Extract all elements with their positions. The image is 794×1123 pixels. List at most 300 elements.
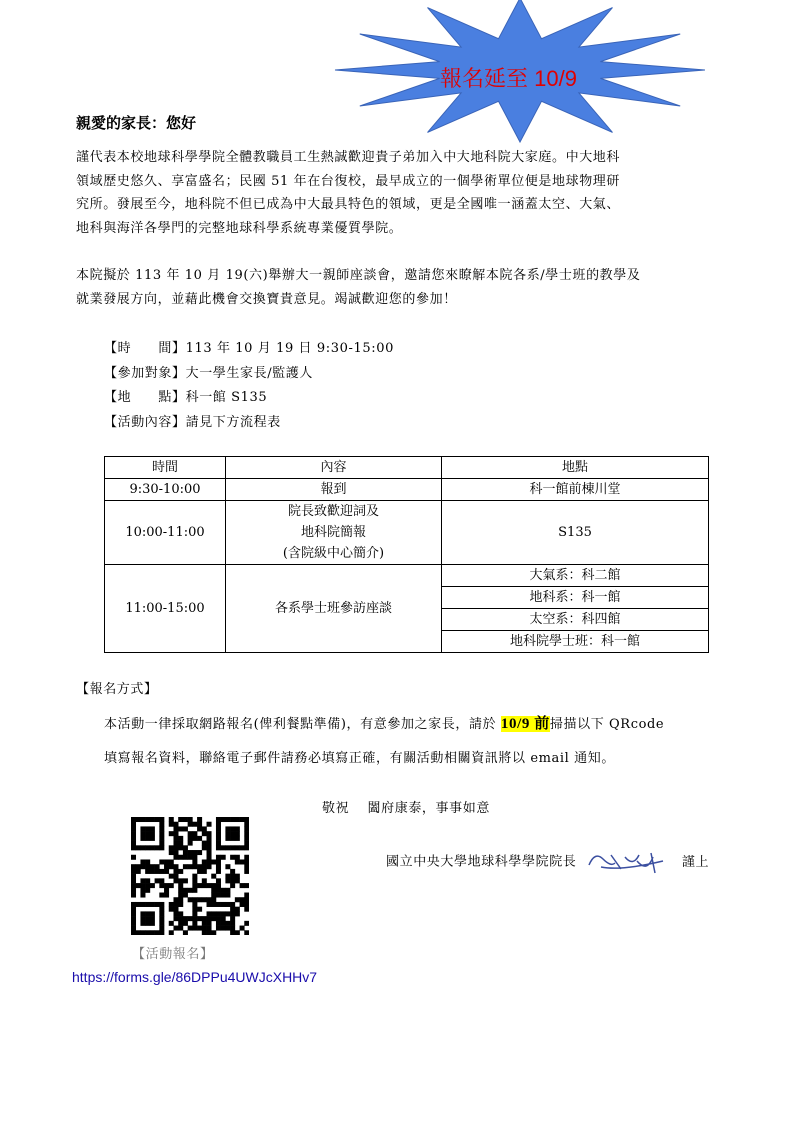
qr-module [211,859,216,864]
info-content: 【活動內容】請見下方流程表 [104,414,281,430]
qr-module [159,930,164,935]
header-place: 地點 [442,457,709,479]
qr-module [202,826,207,831]
qr-module [150,817,155,822]
qr-module [131,888,136,893]
qr-module [145,845,150,850]
qr-module [225,864,230,869]
qr-module [207,926,212,931]
qr-module [140,831,145,836]
qr-module [235,826,240,831]
qr-module [216,893,221,898]
qr-module [155,930,160,935]
text-line: 本院擬於 113 年 10 月 19(六)舉辦大一親師座談會，邀請您來瞭解本院各系/學士班的教學及 [76,268,641,283]
cell-place: 地科院學士班：科一館 [442,631,709,653]
qr-module [183,930,188,935]
qr-module [164,888,169,893]
qr-module [225,817,230,822]
qr-module [240,902,245,907]
banner-text: 報名延至 10/9 [440,66,577,91]
handwritten-signature [581,847,671,877]
qr-module [155,902,160,907]
qr-module [169,921,174,926]
qr-module [150,845,155,850]
closing: 敬祝 闔府康泰，事事如意 [322,801,490,816]
qr-module [230,921,235,926]
qr-module [211,897,216,902]
qr-module [131,864,136,869]
qr-module [230,926,235,931]
qr-module [235,859,240,864]
qr-module [145,878,150,883]
qr-module [164,859,169,864]
qr-module [159,893,164,898]
qr-module [230,817,235,822]
qr-module [244,907,249,912]
qr-module [136,902,141,907]
qr-module [145,859,150,864]
qr-module [159,916,164,921]
qr-module [192,888,197,893]
qr-module [159,859,164,864]
qr-module [159,926,164,931]
cell-place: 科一館前棟川堂 [442,479,709,501]
qr-module [178,826,183,831]
qr-module [230,826,235,831]
qr-module [235,911,240,916]
qr-module [197,826,202,831]
qr-module [221,845,226,850]
text-line: (含院級中心簡介) [282,546,385,561]
qr-module [192,916,197,921]
qr-module [230,869,235,874]
qr-module [140,921,145,926]
intro-paragraph [76,146,620,240]
qr-module [159,878,164,883]
qr-module [207,822,212,827]
qr-module [145,888,150,893]
qr-module [230,836,235,841]
qr-module [140,916,145,921]
qr-module [145,864,150,869]
qr-module [173,841,178,846]
qr-module [188,850,193,855]
qr-module [131,911,136,916]
qr-module [145,883,150,888]
qr-module [131,831,136,836]
qr-module [216,826,221,831]
qr-module [173,836,178,841]
qr-module [235,855,240,860]
qr-module [235,874,240,879]
qr-module [207,831,212,836]
qr-module [131,916,136,921]
qr-module [221,911,226,916]
qr-module [244,845,249,850]
qr-module [178,916,183,921]
qr-module [197,836,202,841]
qr-module [131,878,136,883]
registration-link[interactable]: https://forms.gle/86DPPu4UWJcXHHv7 [72,969,318,985]
qr-module [216,926,221,931]
qr-module [164,883,169,888]
qr-module [207,855,212,860]
qr-module [202,883,207,888]
qr-module [150,831,155,836]
qr-module [188,926,193,931]
qr-module [145,902,150,907]
cell-place: 大氣系：科二館 [442,565,709,587]
text-line: 地科與海洋各學門的完整地球科學系統專業優質學院。 [76,220,403,236]
qr-module [145,916,150,921]
qr-module [131,822,136,827]
qr-module [136,930,141,935]
header-content: 內容 [226,457,442,479]
qr-module [225,921,230,926]
qr-module [225,826,230,831]
info-location: 【地 點】科一館 S135 [104,390,268,405]
qr-module [244,902,249,907]
qr-module [159,902,164,907]
qr-module [230,855,235,860]
qr-module [235,930,240,935]
qr-module [173,869,178,874]
qr-module [159,883,164,888]
qr-module [145,817,150,822]
qr-module [240,897,245,902]
qr-module [207,859,212,864]
qr-module [140,888,145,893]
qr-module [173,826,178,831]
qr-module [244,897,249,902]
qr-module [145,911,150,916]
qr-module [192,902,197,907]
qr-module [197,897,202,902]
qr-module [140,893,145,898]
qr-module [140,817,145,822]
qr-module [183,855,188,860]
qr-module [136,864,141,869]
qr-module [140,859,145,864]
qr-module [131,921,136,926]
qr-module [225,836,230,841]
qr-module [188,822,193,827]
cell-content: 報到 [226,479,442,501]
qr-module [173,897,178,902]
qr-module [244,836,249,841]
qr-module [216,864,221,869]
qr-module [145,826,150,831]
qr-module [178,836,183,841]
qr-module [178,888,183,893]
signature-line [386,847,709,877]
qr-module [207,841,212,846]
qr-module [197,916,202,921]
qr-module [235,817,240,822]
qr-module [192,850,197,855]
qr-module [244,841,249,846]
qr-module [145,930,150,935]
qr-module [230,883,235,888]
qr-module [192,907,197,912]
qr-module [131,855,136,860]
qr-module [159,826,164,831]
qr-module [197,850,202,855]
qr-module [183,893,188,898]
qr-module [244,826,249,831]
qr-module [211,902,216,907]
text-line: 領域歷史悠久、享富盛名；民國 51 年在台復校，最早成立的一個學術單位便是地球物理研 [76,173,621,189]
text-line: 院長致歡迎詞及 [287,504,379,519]
header-time: 時間 [105,457,226,479]
qr-module [221,902,226,907]
qr-module [192,921,197,926]
qr-module [192,831,197,836]
qr-module [131,907,136,912]
qr-module [188,916,193,921]
qr-module [230,907,235,912]
qr-module [202,878,207,883]
qr-module [183,888,188,893]
qr-module [197,864,202,869]
qr-module [145,869,150,874]
deadline-highlight: 10/9 前 [500,716,550,732]
qr-module [230,878,235,883]
qr-module [197,883,202,888]
qr-module [230,916,235,921]
info-time: 【時 間】113 年 10 月 19 日 9:30-15:00 [104,341,394,356]
qr-module [159,907,164,912]
cell-place: S135 [442,501,709,565]
qr-module [150,836,155,841]
signature-title: 國立中央大學地球科學學院院長 [386,854,577,870]
qr-module [178,897,183,902]
qr-module [178,817,183,822]
qr-module [173,855,178,860]
qr-module [159,845,164,850]
qr-module [183,826,188,831]
qr-module [169,864,174,869]
qr-module [131,926,136,931]
qr-module [230,845,235,850]
qr-module [131,841,136,846]
qr-module [188,855,193,860]
qr-module [159,869,164,874]
qr-module [159,836,164,841]
qr-module [244,864,249,869]
qr-module [216,855,221,860]
qr-module [244,921,249,926]
qr-module [178,841,183,846]
info-audience: 【參加對象】大一學生家長/監護人 [104,365,313,381]
qr-module [150,911,155,916]
qr-module [225,888,230,893]
qr-module [188,841,193,846]
qr-module [244,831,249,836]
qr-module [178,893,183,898]
qr-module [169,907,174,912]
qr-module [150,902,155,907]
qr-module [211,916,216,921]
qr-module [216,878,221,883]
qr-module [207,850,212,855]
qr-module [169,883,174,888]
qr-module [178,883,183,888]
table-row [105,565,709,587]
qr-module [178,845,183,850]
qr-module [155,869,160,874]
schedule-table [104,456,709,653]
table-row [105,501,709,565]
qr-module [169,859,174,864]
qr-module [240,845,245,850]
qr-module [169,930,174,935]
qr-module [202,869,207,874]
qr-module [183,845,188,850]
qr-module [192,859,197,864]
table-row [105,479,709,501]
qr-module [225,874,230,879]
qr-module [192,874,197,879]
qr-module [164,893,169,898]
cell-time: 9:30-10:00 [105,479,226,501]
qr-module [225,878,230,883]
qr-module [159,822,164,827]
signature-suffix: 謹上 [681,854,710,870]
qr-module [216,841,221,846]
qr-module [225,893,230,898]
qr-module [221,893,226,898]
qr-module [145,921,150,926]
qr-module [173,926,178,931]
qr-module [188,836,193,841]
qr-module [202,897,207,902]
greeting: 親愛的家長：您好 [76,114,197,132]
qr-module [207,845,212,850]
qr-module [150,864,155,869]
qr-module [221,916,226,921]
qr-module [178,878,183,883]
qr-module [244,822,249,827]
qr-module [145,831,150,836]
event-paragraph [76,264,640,311]
qr-module [155,864,160,869]
qr-module [216,921,221,926]
qr-module [145,836,150,841]
qr-module [131,930,136,935]
qr-module [169,845,174,850]
qr-module [197,869,202,874]
qr-module [216,817,221,822]
qr-module [131,826,136,831]
qr-module [197,926,202,931]
registration-heading: 【報名方式】 [76,682,158,697]
qr-caption: 【活動報名】 [132,947,214,962]
qr-module [211,930,216,935]
qr-module [202,841,207,846]
qr-module [131,845,136,850]
qr-module [244,930,249,935]
qr-module [178,911,183,916]
qr-module [183,916,188,921]
qr-module [173,850,178,855]
qr-module [150,930,155,935]
qr-module [225,902,230,907]
qr-module [159,831,164,836]
qr-module [216,845,221,850]
qr-module [164,864,169,869]
qr-module [173,878,178,883]
qr-module [207,883,212,888]
qr-module [183,850,188,855]
qr-module [140,902,145,907]
qr-module [131,836,136,841]
text: 本活動一律採取網路報名(俾利餐點準備)，有意參加之家長，請於 [104,717,501,732]
qr-module [140,845,145,850]
qr-module [178,902,183,907]
qr-module [192,822,197,827]
qr-module [192,926,197,931]
qr-module [173,822,178,827]
qr-module [207,902,212,907]
text-line: 就業發展方向，並藉此機會交換寶貴意見。竭誠歡迎您的參加！ [76,291,457,307]
qr-code[interactable] [131,817,249,935]
qr-module [197,907,202,912]
qr-module [235,878,240,883]
qr-module [202,926,207,931]
qr-module [216,831,221,836]
qr-module [207,864,212,869]
event-info [104,337,394,435]
qr-module [183,864,188,869]
qr-module [178,926,183,931]
qr-module [230,911,235,916]
qr-module [173,831,178,836]
qr-module [207,916,212,921]
qr-module [211,883,216,888]
qr-module [244,893,249,898]
qr-module [188,897,193,902]
qr-module [244,817,249,822]
qr-module [140,836,145,841]
qr-module [240,859,245,864]
qr-module [244,855,249,860]
text: 掃描以下 QRcode [549,717,665,732]
cell-content: 各系學士班參訪座談 [226,565,442,653]
qr-module [150,883,155,888]
qr-module [173,845,178,850]
qr-module [150,921,155,926]
qr-module [136,817,141,822]
qr-module [207,930,212,935]
qr-module [235,907,240,912]
qr-module [155,845,160,850]
qr-module [173,902,178,907]
qr-module [169,902,174,907]
qr-module [188,864,193,869]
qr-module [173,874,178,879]
qr-module [155,878,160,883]
qr-module [207,921,212,926]
qr-module [240,926,245,931]
qr-module [140,883,145,888]
qr-module [197,817,202,822]
qr-module [140,864,145,869]
qr-module [235,831,240,836]
qr-module [178,855,183,860]
qr-module [202,864,207,869]
qr-module [131,883,136,888]
